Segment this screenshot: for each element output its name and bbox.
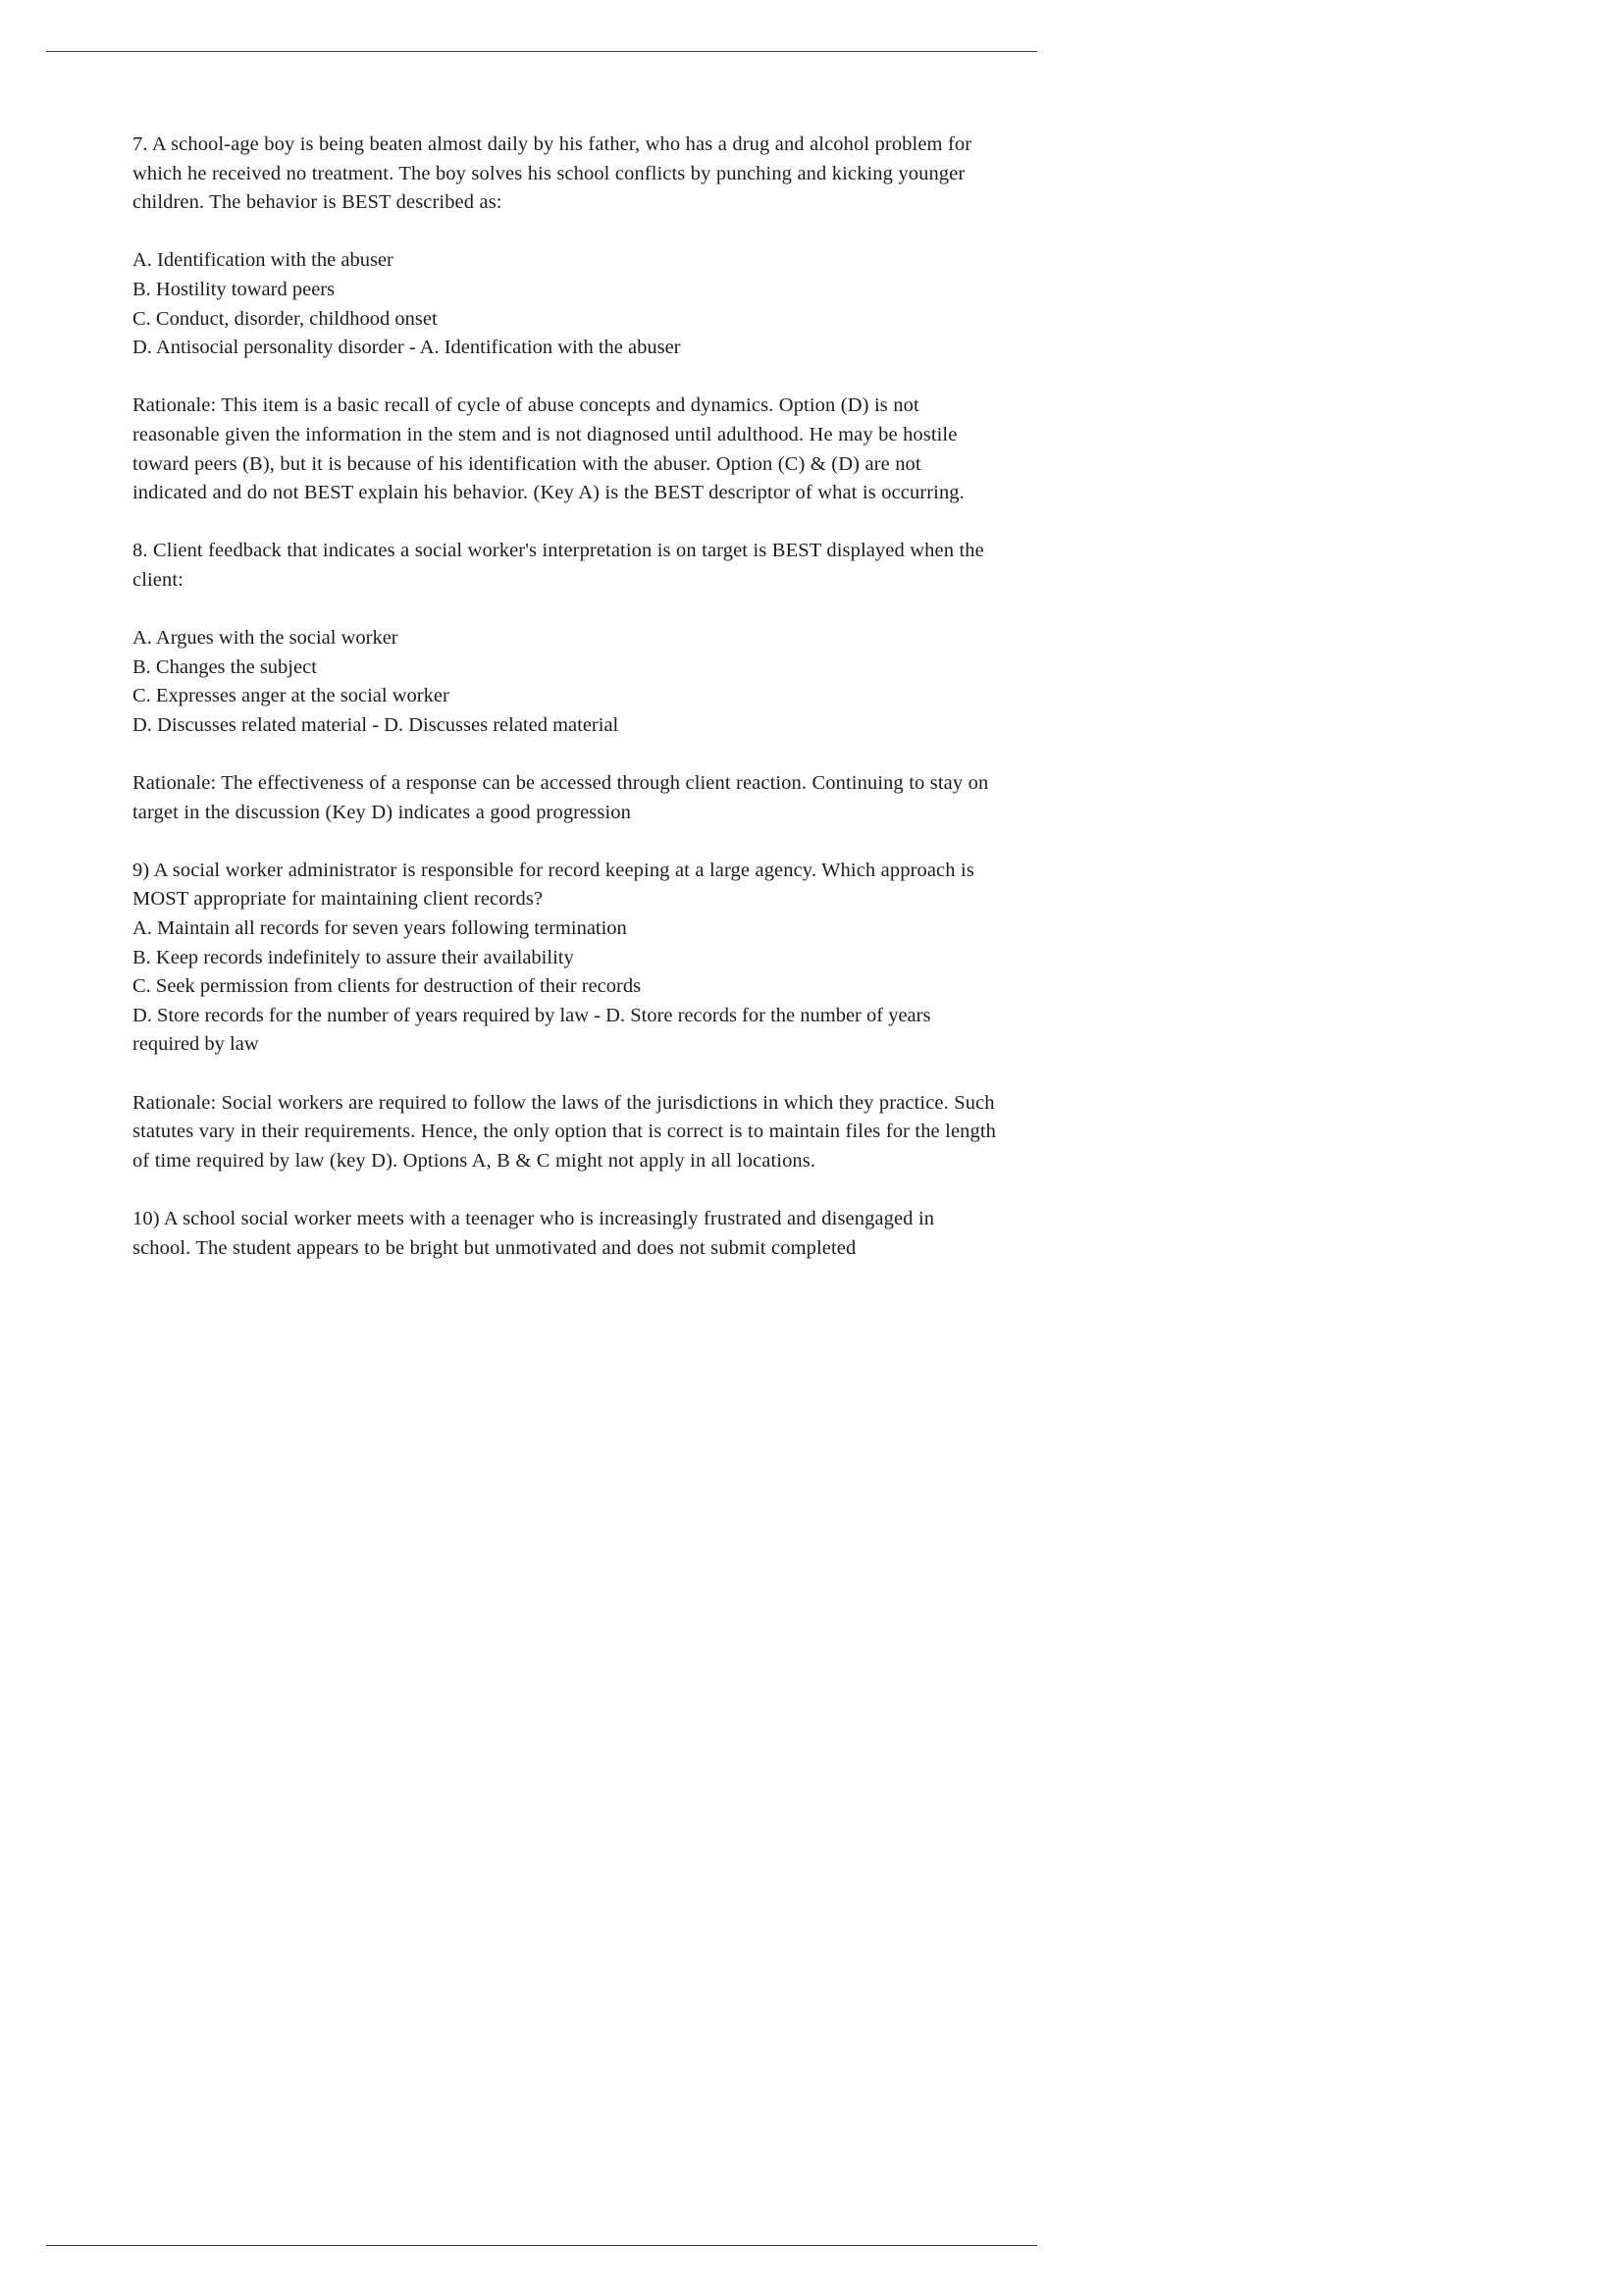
spacer	[132, 1175, 996, 1205]
question-7-option-b: B. Hostility toward peers	[132, 278, 336, 300]
spacer	[132, 218, 996, 247]
spacer	[132, 827, 996, 857]
question-9-option-c: C. Seek permission from clients for destruction of their records	[132, 975, 642, 998]
spacer	[132, 1060, 996, 1089]
page-bottom-rule	[46, 2245, 1037, 2246]
spacer	[132, 740, 996, 769]
document-body	[132, 130, 1002, 1263]
question-8-option-c: C. Expresses anger at the social worker	[132, 685, 449, 707]
question-7-rationale: Rationale: This item is a basic recall of cycle of abuse concepts and dynamics. Option (D) is not reasonable given the information in the stem and is not diagnosed until adulthood. He may be hostile toward peers (B), but it is because of his identification with the abuser. Option (C) & (D) are not indicated and do not BEST explain his behavior. (Key A) is the BEST descriptor of what is occurring.	[132, 394, 965, 504]
question-8-option-b: B. Changes the subject	[132, 655, 317, 678]
question-9-rationale: Rationale: Social workers are required to follow the laws of the jurisdictions in which they practice. Such statutes vary in their requirements. Hence, the only option that is correct is to maintain files for the length of time required by law (key D). Options A, B & C might not apply in all locations.	[132, 1091, 1002, 1172]
question-8-rationale: Rationale: The effectiveness of a response can be accessed through client reaction. Continuing to stay on target in the discussion (Key D) indicates a good progression	[132, 772, 994, 823]
question-9-stem: 9) A social worker administrator is responsible for record keeping at a large agency. Which approach is MOST appropriate for maintaining client records?	[132, 859, 980, 911]
question-10-stem: 10) A school social worker meets with a teenager who is increasingly frustrated and disengaged in school. The student appears to be bright but unmotivated and does not submit completed	[132, 1207, 940, 1259]
question-7-stem: 7. A school-age boy is being beaten almost daily by his father, who has a drug and alcohol problem for which he received no treatment. The boy solves his school conflicts by punching and kicking younger children. The behavior is BEST described as:	[132, 133, 977, 214]
question-9-option-d: D. Store records for the number of years required by law - D. Store records for the number of years required by law	[132, 1004, 936, 1056]
question-9-option-a: A. Maintain all records for seven years following termination	[132, 917, 627, 940]
question-9-option-b: B. Keep records indefinitely to assure their availability	[132, 946, 574, 968]
question-8-stem: 8. Client feedback that indicates a social worker's interpretation is on target is BEST displayed when the client:	[132, 540, 990, 591]
question-8-option-d: D. Discusses related material - D. Discusses related material	[132, 713, 619, 736]
spacer	[132, 596, 996, 625]
question-7-option-d: D. Antisocial personality disorder - A. Identification with the abuser	[132, 337, 681, 359]
question-8-option-a: A. Argues with the social worker	[132, 627, 398, 650]
spacer	[132, 508, 996, 538]
spacer	[132, 363, 996, 392]
page-top-rule	[46, 51, 1037, 52]
question-7-option-a: A. Identification with the abuser	[132, 249, 393, 272]
question-7-option-c: C. Conduct, disorder, childhood onset	[132, 307, 438, 330]
